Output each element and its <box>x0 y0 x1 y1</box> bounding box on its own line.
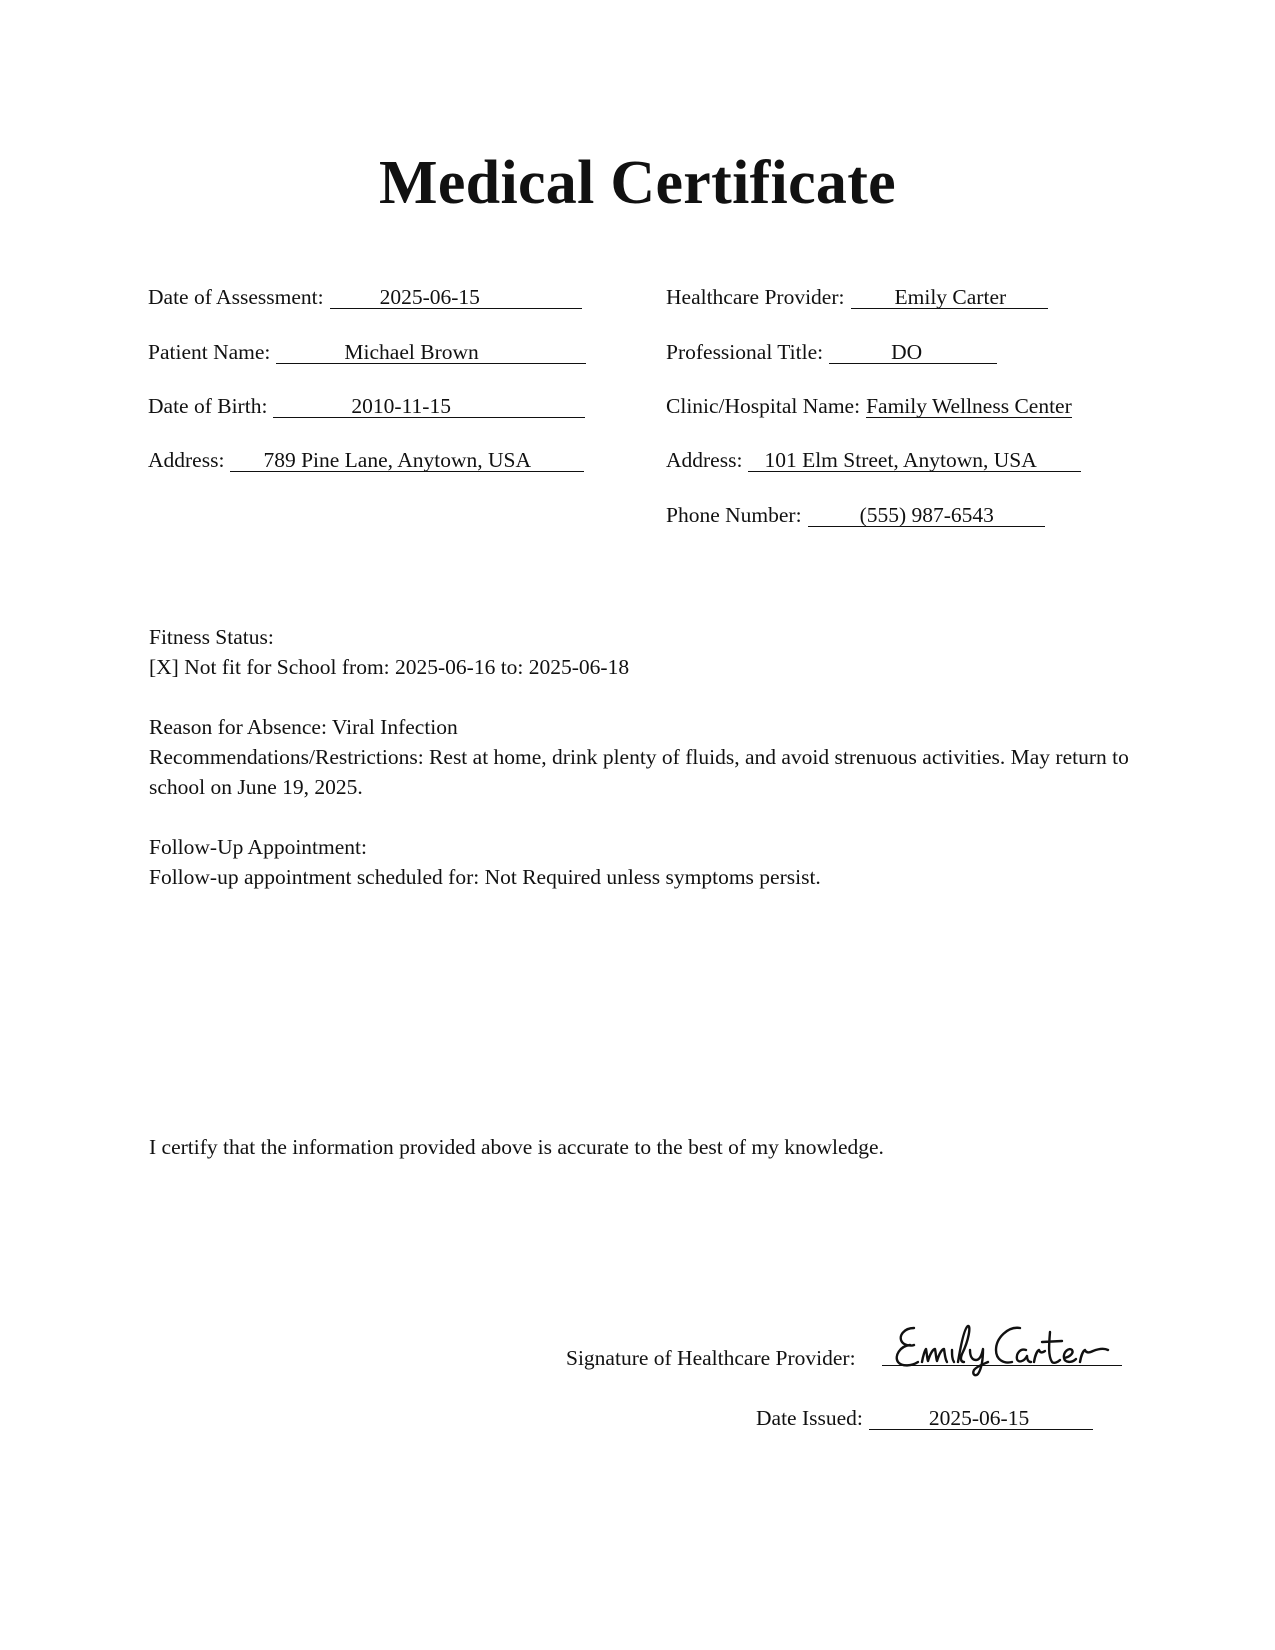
date-of-birth-label: Date of Birth: <box>148 394 268 418</box>
fitness-status-section <box>149 622 1129 682</box>
handwritten-signature <box>892 1318 1118 1378</box>
healthcare-provider-label: Healthcare Provider: <box>666 285 845 309</box>
clinic-name-value: Family Wellness Center <box>866 394 1072 418</box>
clinic-name-field <box>666 393 1072 419</box>
professional-title-value: DO <box>829 341 997 364</box>
patient-address-value: 789 Pine Lane, Anytown, USA <box>230 449 584 472</box>
provider-address-field <box>666 447 1081 473</box>
reason-for-absence: Reason for Absence: Viral Infection <box>149 715 458 739</box>
healthcare-provider-field <box>666 284 1048 310</box>
professional-title-label: Professional Title: <box>666 340 824 364</box>
patient-address-label: Address: <box>148 448 225 472</box>
patient-address-field <box>148 447 584 473</box>
reason-section <box>149 712 1129 802</box>
follow-up-section <box>149 832 1129 892</box>
phone-number-label: Phone Number: <box>666 503 802 527</box>
professional-title-field <box>666 339 997 365</box>
date-of-birth-field <box>148 393 585 419</box>
document-title: Medical Certificate <box>379 149 896 217</box>
fitness-status-heading: Fitness Status: <box>149 625 274 649</box>
date-of-birth-value: 2010-11-15 <box>273 395 585 418</box>
recommendations: Recommendations/Restrictions: Rest at home, drink plenty of fluids, and avoid strenuous activities. May return to school on June 19, 2025. <box>149 745 1129 799</box>
certification-statement: I certify that the information provided above is accurate to the best of my knowledge. <box>149 1135 884 1159</box>
phone-number-field <box>666 502 1045 528</box>
date-issued-field <box>756 1405 1093 1431</box>
patient-name-field <box>148 339 586 365</box>
healthcare-provider-value: Emily Carter <box>851 286 1048 309</box>
date-issued-label: Date Issued: <box>756 1406 863 1430</box>
patient-name-label: Patient Name: <box>148 340 271 364</box>
provider-address-label: Address: <box>666 448 743 472</box>
fitness-status-line: [X] Not fit for School from: 2025-06-16 to: 2025-06-18 <box>149 655 630 679</box>
date-of-assessment-label: Date of Assessment: <box>148 285 324 309</box>
date-of-assessment-value: 2025-06-15 <box>330 286 582 309</box>
date-of-assessment-field <box>148 284 582 310</box>
signature-label: Signature of Healthcare Provider: <box>566 1346 856 1370</box>
follow-up-line: Follow-up appointment scheduled for: Not Required unless symptoms persist. <box>149 865 821 889</box>
clinic-name-label: Clinic/Hospital Name: <box>666 394 861 418</box>
date-issued-value: 2025-06-15 <box>869 1407 1093 1430</box>
patient-name-value: Michael Brown <box>276 341 586 364</box>
follow-up-heading: Follow-Up Appointment: <box>149 835 367 859</box>
phone-number-value: (555) 987-6543 <box>808 504 1045 527</box>
provider-address-value: 101 Elm Street, Anytown, USA <box>748 449 1081 472</box>
